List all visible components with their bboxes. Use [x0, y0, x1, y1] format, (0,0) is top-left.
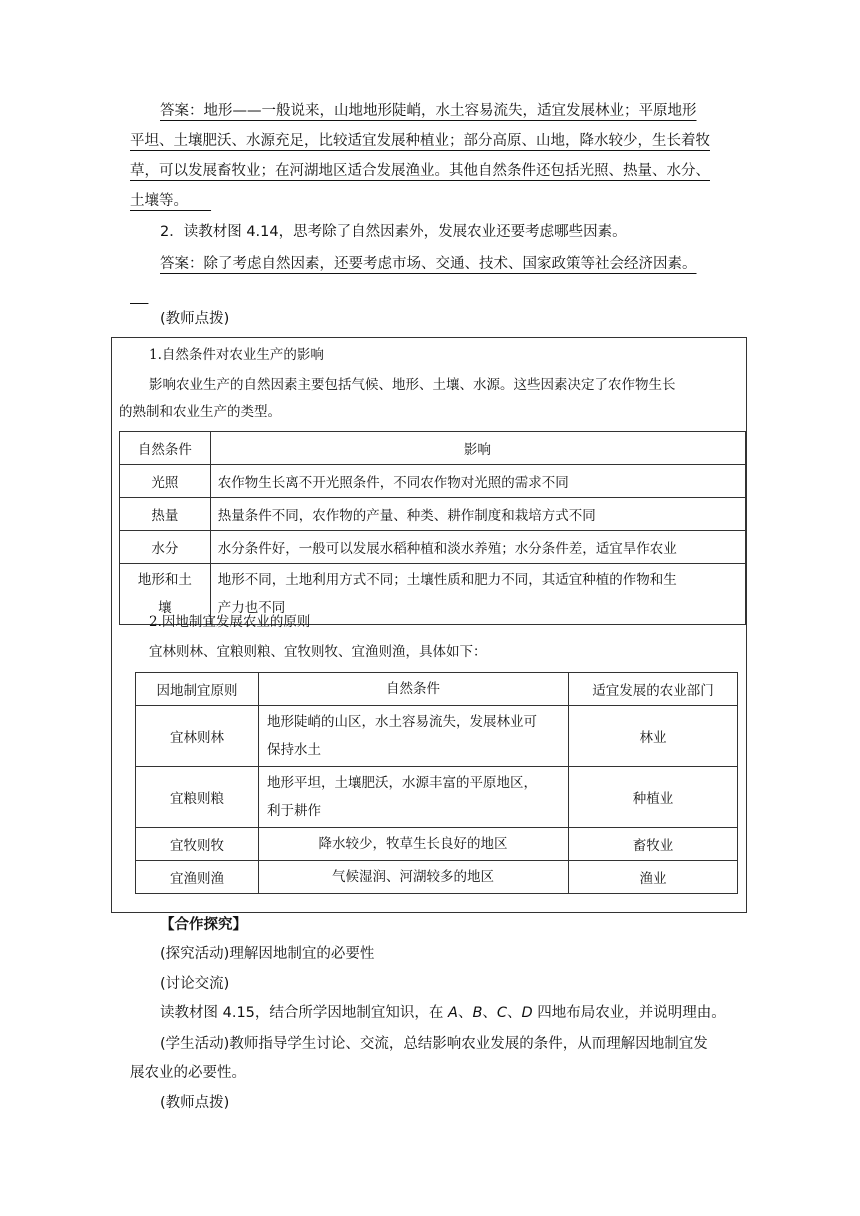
- box-intro-2: 宜林则林、宜粮则粮、宜牧则牧、宜渔则渔，具体如下：: [149, 644, 487, 660]
- table-header-row: [120, 432, 746, 465]
- cell-line: 地形和土: [137, 572, 192, 588]
- table-header-cell: 自然条件: [120, 432, 211, 465]
- box-heading-1: 1.自然条件对农业生产的影响: [149, 347, 324, 363]
- table-header-cell: 因地制宜原则: [136, 673, 259, 706]
- table-cell: [259, 767, 569, 828]
- table-cell: 气候湿润、河湖较多的地区: [259, 861, 569, 894]
- table-header-row: [136, 673, 738, 706]
- teacher-tip-label: (教师点拨): [160, 311, 230, 327]
- box-intro-1-line1: 影响农业生产的自然因素主要包括气候、地形、土壤、水源。这些因素决定了农作物生长: [149, 377, 676, 393]
- table-cell: 宜渔则渔: [136, 861, 259, 894]
- answer2: 答案：除了考虑自然因素，还要考虑市场、交通、技术、国家政策等社会经济因素。: [160, 256, 697, 272]
- table-cell: 宜粮则粮: [136, 767, 259, 828]
- section-heading-coop: 【合作探究】: [160, 917, 247, 933]
- table-cell: 林业: [569, 706, 738, 767]
- answer1-line1: 答案：地形——一般说来，山地地形陡峭，水土容易流失，适宜发展林业；平原地形: [160, 103, 697, 119]
- natural-conditions-table: [119, 431, 746, 625]
- table-row: [136, 767, 738, 828]
- answer2-tail: [130, 284, 148, 304]
- student-activity-line1: (学生活动)教师指导学生讨论、交流，总结影响农业发展的条件，从而理解因地制宜发: [160, 1036, 708, 1052]
- table-header-cell: 影响: [210, 432, 745, 465]
- cell-line: 地形陡峭的山区，水土容易流失，发展林业可: [267, 714, 537, 730]
- table-row: [136, 861, 738, 894]
- cell-line: 壤: [158, 600, 172, 616]
- knowledge-box: [111, 337, 747, 913]
- cell-line: 产力也不同: [217, 600, 286, 616]
- answer1-line3: 草，可以发展畜牧业；在河湖地区适合发展渔业。其他自然条件还包括光照、热量、水分、: [130, 163, 710, 179]
- table-cell: 畜牧业: [569, 828, 738, 861]
- box-intro-1-line2: 的熟制和农业生产的类型。: [119, 404, 281, 420]
- read-task: 读教材图 4.15，结合所学因地制宜知识，在 A、B、C、D 四地布局农业，并说明理由。: [160, 1005, 726, 1021]
- box-heading-2: 2.因地制宜发展农业的原则: [149, 614, 311, 630]
- teacher-tip-label-2: (教师点拨): [160, 1095, 230, 1111]
- table-cell: 热量条件不同，农作物的产量、种类、耕作制度和栽培方式不同: [210, 498, 745, 531]
- explore-activity: (探究活动)理解因地制宜的必要性: [160, 946, 375, 962]
- table-row: [120, 531, 746, 564]
- table-row: [136, 706, 738, 767]
- table-cell: 降水较少，牧草生长良好的地区: [259, 828, 569, 861]
- table-cell: 光照: [120, 465, 211, 498]
- answer1-line4: 土壤等。: [130, 193, 188, 209]
- table-row: [136, 828, 738, 861]
- principles-table: [135, 672, 738, 894]
- cell-line: 地形平坦，土壤肥沃，水源丰富的平原地区，: [267, 775, 537, 791]
- table-cell: 种植业: [569, 767, 738, 828]
- discuss-label: (讨论交流): [160, 976, 230, 992]
- cell-line: 保持水土: [267, 742, 321, 758]
- question-2: 2．读教材图 4.14，思考除了自然因素外，发展农业还要考虑哪些因素。: [160, 224, 627, 240]
- table-header-cell: 适宜发展的农业部门: [569, 673, 738, 706]
- cell-line: 利于耕作: [267, 803, 321, 819]
- table-cell: 水分: [120, 531, 211, 564]
- table-header-cell: 自然条件: [259, 673, 569, 706]
- table-cell: 水分条件好，一般可以发展水稻种植和淡水养殖；水分条件差，适宜旱作农业: [210, 531, 745, 564]
- table-row: [120, 498, 746, 531]
- cell-line: 地形不同，土地利用方式不同；土壤性质和肥力不同，其适宜种植的作物和生: [217, 572, 677, 588]
- table-cell: 热量: [120, 498, 211, 531]
- table-cell: 宜牧则牧: [136, 828, 259, 861]
- table-cell: 农作物生长离不开光照条件，不同农作物对光照的需求不同: [210, 465, 745, 498]
- table-cell: [259, 706, 569, 767]
- table-cell: 渔业: [569, 861, 738, 894]
- table-row: [120, 465, 746, 498]
- student-activity-line2: 展农业的必要性。: [130, 1065, 246, 1081]
- table-cell: 宜林则林: [136, 706, 259, 767]
- answer1-line2: 平坦、土壤肥沃、水源充足，比较适宜发展种植业；部分高原、山地，降水较少，生长着牧: [130, 133, 710, 149]
